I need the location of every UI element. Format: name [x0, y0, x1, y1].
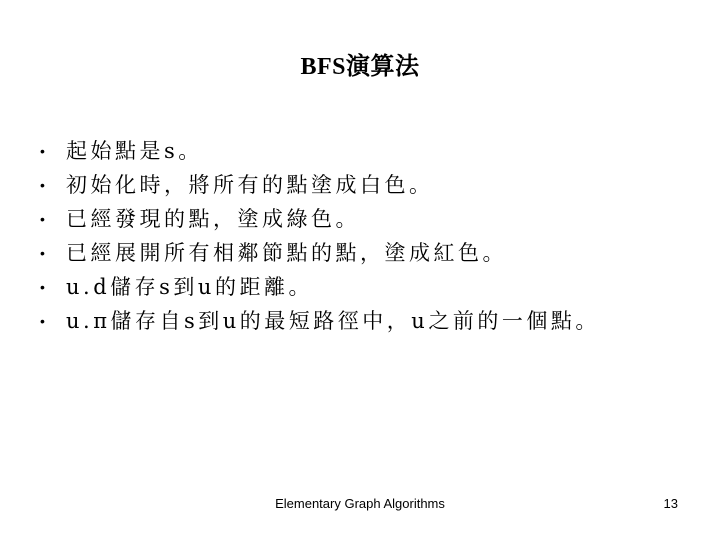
bullet-text: u.d儲存s到u的距離。: [66, 275, 313, 299]
bullet-icon: •: [40, 211, 45, 227]
slide-title: BFS演算法: [300, 54, 420, 80]
bullet-text: 起始點是s。: [66, 139, 203, 163]
bullet-item: [40, 202, 600, 236]
bullet-icon: •: [40, 313, 45, 329]
bullet-item: [40, 134, 600, 168]
bullet-text: u.π儲存自s到u的最短路徑中，u之前的一個點。: [66, 309, 600, 333]
slide-footer: [0, 494, 720, 514]
bullet-icon: •: [40, 245, 45, 261]
bullet-list: [40, 134, 600, 338]
bullet-icon: •: [40, 279, 45, 295]
bullet-text: 已經展開所有相鄰節點的點，塗成紅色。: [66, 241, 507, 265]
footer-text: Elementary Graph Algorithms: [275, 496, 445, 511]
bullet-text: 已經發現的點，塗成綠色。: [66, 207, 360, 231]
bullet-icon: •: [40, 177, 45, 193]
bullet-item: [40, 270, 600, 304]
bullet-item: [40, 168, 600, 202]
bullet-item: [40, 236, 600, 270]
bullet-item: [40, 304, 600, 338]
page-number: 13: [663, 496, 678, 511]
bullet-text: 初始化時，將所有的點塗成白色。: [66, 173, 434, 197]
bullet-icon: •: [40, 143, 45, 159]
